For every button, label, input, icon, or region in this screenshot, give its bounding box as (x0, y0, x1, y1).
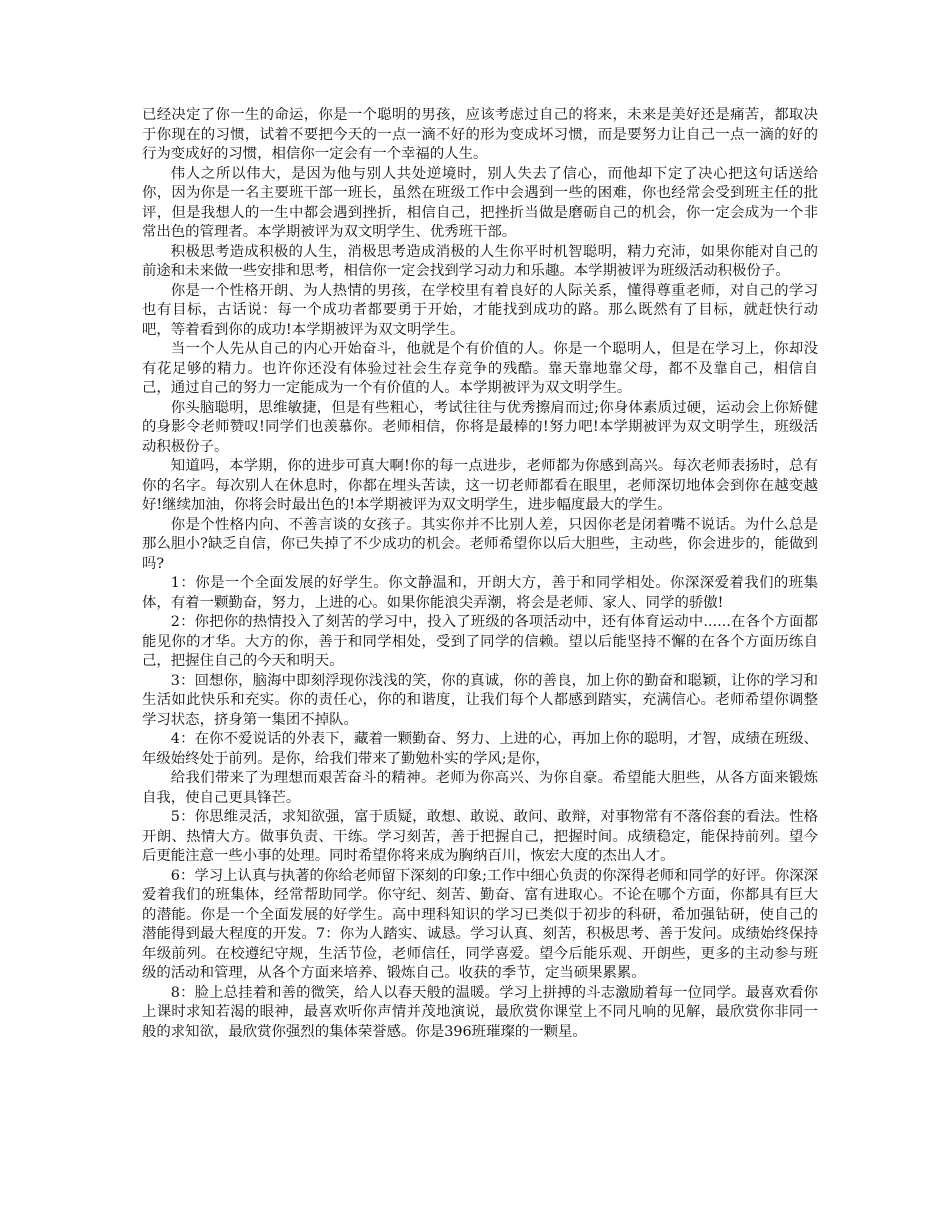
paragraph: 积极思考造成积极的人生，消极思考造成消极的人生你平时机智聪明，精力充沛，如果你能对自己的前途和未来做一些安排和思考，相信你一定会找到学习动力和乐趣。本学期被评为班级活动积极份子。 (142, 243, 818, 279)
paragraph: 知道吗，本学期，你的进步可真大啊!你的每一点进步，老师都为你感到高兴。每次老师表扬时，总有你的名字。每次别人在休息时，你都在埋头苦读，这一切老师都看在眼里，老师深切地体会到你在越变越好!继续加油，你将会时最出色的!本学期被评为双文明学生，进步幅度最大的学生。 (142, 458, 818, 513)
paragraph: 伟人之所以伟大，是因为他与别人共处逆境时，别人失去了信心，而他却下定了决心把这句话送给你，因为你是一名主要班干部一班长，虽然在班级工作中会遇到一些的困难，你也经常会受到班主任的批评，但是我想人的一生中都会遇到挫折，相信自己，把挫折当做是磨砺自己的机会，你一定会成为一个非常出色的管理者。本学期被评为双文明学生、优秀班干部。 (142, 165, 818, 240)
paragraph: 给我们带来了为理想而艰苦奋斗的精神。老师为你高兴、为你自豪。希望能大胆些，从各方面来锻炼自我，使自己更具锋芒。 (142, 770, 818, 806)
paragraph: 你头脑聪明，思维敏捷，但是有些粗心，考试往往与优秀擦肩而过;你身体素质过硬，运动会上你矫健的身影令老师赞叹!同学们也羡慕你。老师相信，你将是最棒的!努力吧!本学期被评为双文明学生，班级活动积极份子。 (142, 399, 818, 455)
paragraph: 你是个性格内向、不善言谈的女孩子。其实你并不比别人差，只因你老是闭着嘴不说话。为什么总是那么胆小?缺乏自信，你已失掉了不少成功的机会。老师希望你以后大胆些，主动些，你会进步的，能做到吗? (142, 516, 819, 572)
paragraph: 6：学习上认真与执著的你给老师留下深刻的印象;工作中细心负责的你深得老师和同学的好评。你深深爱着我们的班集体，经常帮助同学。你守纪、刻苦、勤奋、富有进取心。不论在哪个方面，你都具有巨大的潜能。你是一个全面发展的好学生。高中理科知识的学习已类似于初步的科研，希加强钻研，使自己的潜能得到最大程度的开发。7：你为人踏实、诚恳。学习认真、刻苦，积极思考、善于发问。成绩始终保持年级前列。在校遵纪守规，生活节俭，老师信任，同学喜爱。望今后能乐观、开朗些，更多的主动参与班级的活动和管理，从各个方面来培养、锻炼自己。收获的季节，定当硕果累累。 (142, 867, 818, 981)
paragraph: 5：你思维灵活，求知欲强，富于质疑，敢想、敢说、敢问、敢辩，对事物常有不落俗套的看法。性格开朗、热情大方。做事负责、干练。学习刻苦，善于把握自己，把握时间。成绩稳定，能保持前列。望今后更能注意一些小事的处理。同时希望你将来成为胸纳百川，恢宏大度的杰出人才。 (142, 809, 818, 864)
paragraph: 当一个人先从自己的内心开始奋斗，他就是个有价值的人。你是一个聪明人，但是在学习上，你却没有花足够的精力。也许你还没有体验过社会生存竞争的残酷。靠天靠地靠父母，都不及靠自己，相信自己，通过自己的努力一定能成为一个有价值的人。本学期被评为双文明学生。 (142, 341, 818, 396)
paragraph: 4：在你不爱说话的外表下，藏着一颗勤奋、努力、上进的心，再加上你的聪明，才智，成绩在班级、年级始终处于前列。是你，给我们带来了勤勉朴实的学风;是你， (142, 731, 818, 767)
paragraph: 2：你把你的热情投入了刻苦的学习中，投入了班级的各项活动中，还有体育运动中......在各个方面都能见你的才华。大方的你，善于和同学相处，受到了同学的信赖。望以后能坚持不懈的在各个方面历练自己，把握住自己的今天和明天。 (142, 614, 818, 669)
paragraph: 你是一个性格开朗、为人热情的男孩，在学校里有着良好的人际关系，懂得尊重老师，对自己的学习也有目标，古话说：每一个成功者都要勇于开始，才能找到成功的路。那么既然有了目标，就赶快行动吧，等着看到你的成功!本学期被评为双文明学生。 (142, 282, 818, 338)
paragraph: 已经决定了你一生的命运，你是一个聪明的男孩，应该考虑过自己的将来，未来是美好还是痛苦，都取决于你现在的习惯，试着不要把今天的一点一滴不好的形为变成坏习惯，而是要努力让自己一点一滴的好的行为变成好的习惯，相信你一定会有一个幸福的人生。 (142, 107, 818, 162)
paragraph: 3：回想你，脑海中即刻浮现你浅浅的笑，你的真诚，你的善良，加上你的勤奋和聪颖，让你的学习和生活如此快乐和充实。你的责任心，你的和谐度，让我们每个人都感到踏实，充满信心。老师希望你调整学习状态，挤身第一集团不掉队。 (142, 672, 818, 728)
paragraph: 1：你是一个全面发展的好学生。你文静温和，开朗大方，善于和同学相处。你深深爱着我们的班集体，有着一颗勤奋，努力，上进的心。如果你能浪尖弄潮，将会是老师、家人、同学的骄傲! (142, 575, 818, 611)
paragraph: 8：脸上总挂着和善的微笑，给人以春天般的温暖。学习上拼搏的斗志激励着每一位同学。最喜欢看你上课时求知若渴的眼神，最喜欢听你声情并茂地演说，最欣赏你课堂上不同凡响的见解，最欣赏你非同一般的求知欲，最欣赏你强烈的集体荣誉感。你是396班璀璨的一颗星。 (142, 984, 818, 1040)
document-page (142, 106, 818, 1042)
